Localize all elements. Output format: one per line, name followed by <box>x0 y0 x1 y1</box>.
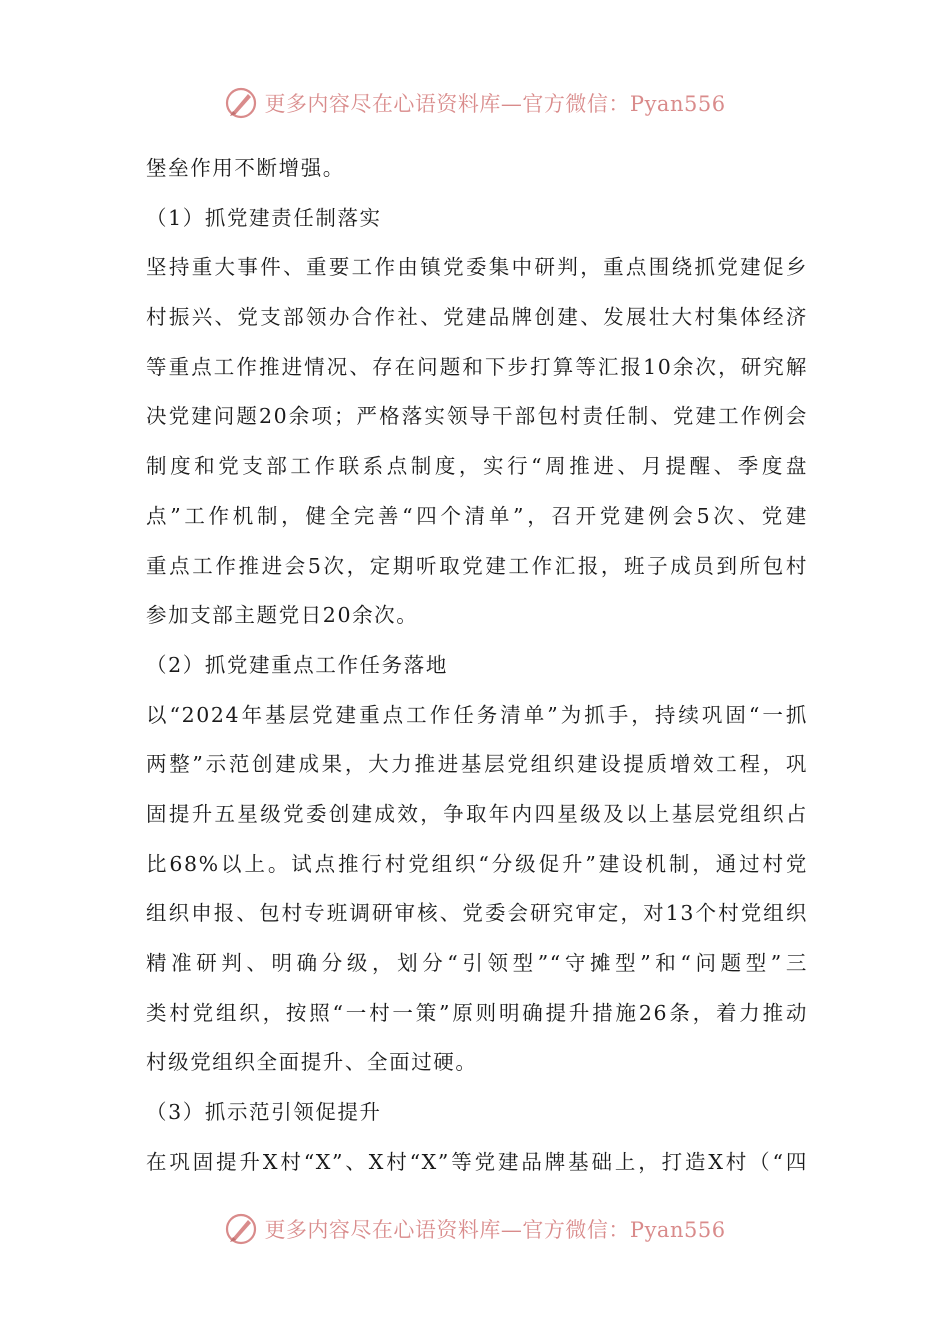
paragraph-line: 参加支部主题党日20余次。 <box>146 603 419 628</box>
paragraph-line: 点”工作机制，健全完善“四个清单”，召开党建例会5次、党建 <box>146 503 808 528</box>
paragraph-line: 村振兴、党支部领办合作社、党建品牌创建、发展壮大村集体经济 <box>146 305 808 330</box>
quill-pen-icon <box>224 86 258 120</box>
paragraph-line: 比68%以上。试点推行村党组织“分级促升”建设机制，通过村党 <box>146 851 808 876</box>
paragraph-line: 以“2024年基层党建重点工作任务清单”为抓手，持续巩固“一抓 <box>146 702 808 727</box>
paragraph-line: 村级党组织全面提升、全面过硬。 <box>146 1050 478 1075</box>
paragraph-line: 坚持重大事件、重要工作由镇党委集中研判，重点围绕抓党建促乡 <box>146 255 808 280</box>
paragraph-line: 决党建问题20余项；严格落实领导干部包村责任制、党建工作例会 <box>146 404 808 429</box>
quill-pen-icon <box>224 1212 258 1246</box>
watermark-text: 更多内容尽在心语资料库—官方微信：Pyan556 <box>264 92 726 116</box>
document-body <box>146 144 808 1187</box>
paragraph-line: 精准研判、明确分级，划分“引领型”“守摊型”和“问题型”三 <box>146 951 808 975</box>
paragraph-line: 固提升五星级党委创建成效，争取年内四星级及以上基层党组织占 <box>146 801 808 826</box>
paragraph-line: 重点工作推进会5次，定期听取党建工作汇报，班子成员到所包村 <box>146 553 808 578</box>
paragraph-line: 制度和党支部工作联系点制度，实行“周推进、月提醒、季度盘 <box>146 454 808 479</box>
section-heading: （2）抓党建重点工作任务落地 <box>146 652 448 677</box>
paragraph-line: 两整”示范创建成果，大力推进基层党组织建设提质增效工程，巩 <box>146 752 808 777</box>
section-heading: （1）抓党建责任制落实 <box>146 205 382 230</box>
paragraph-line: 堡垒作用不断增强。 <box>146 156 345 180</box>
section-heading: （3）抓示范引领促提升 <box>146 1100 382 1125</box>
paragraph-line: 等重点工作推进情况、存在问题和下步打算等汇报10余次，研究解 <box>146 354 808 379</box>
watermark-footer <box>0 1206 950 1252</box>
paragraph-line: 类村党组织，按照“一村一策”原则明确提升措施26条，着力推动 <box>146 1000 808 1025</box>
watermark-header <box>0 80 950 126</box>
watermark-text: 更多内容尽在心语资料库—官方微信：Pyan556 <box>264 1218 726 1242</box>
paragraph-line: 在巩固提升X村“X”、X村“X”等党建品牌基础上，打造X村（“四 <box>146 1149 808 1174</box>
paragraph-line: 组织申报、包村专班调研审核、党委会研究审定，对13个村党组织 <box>146 901 808 926</box>
